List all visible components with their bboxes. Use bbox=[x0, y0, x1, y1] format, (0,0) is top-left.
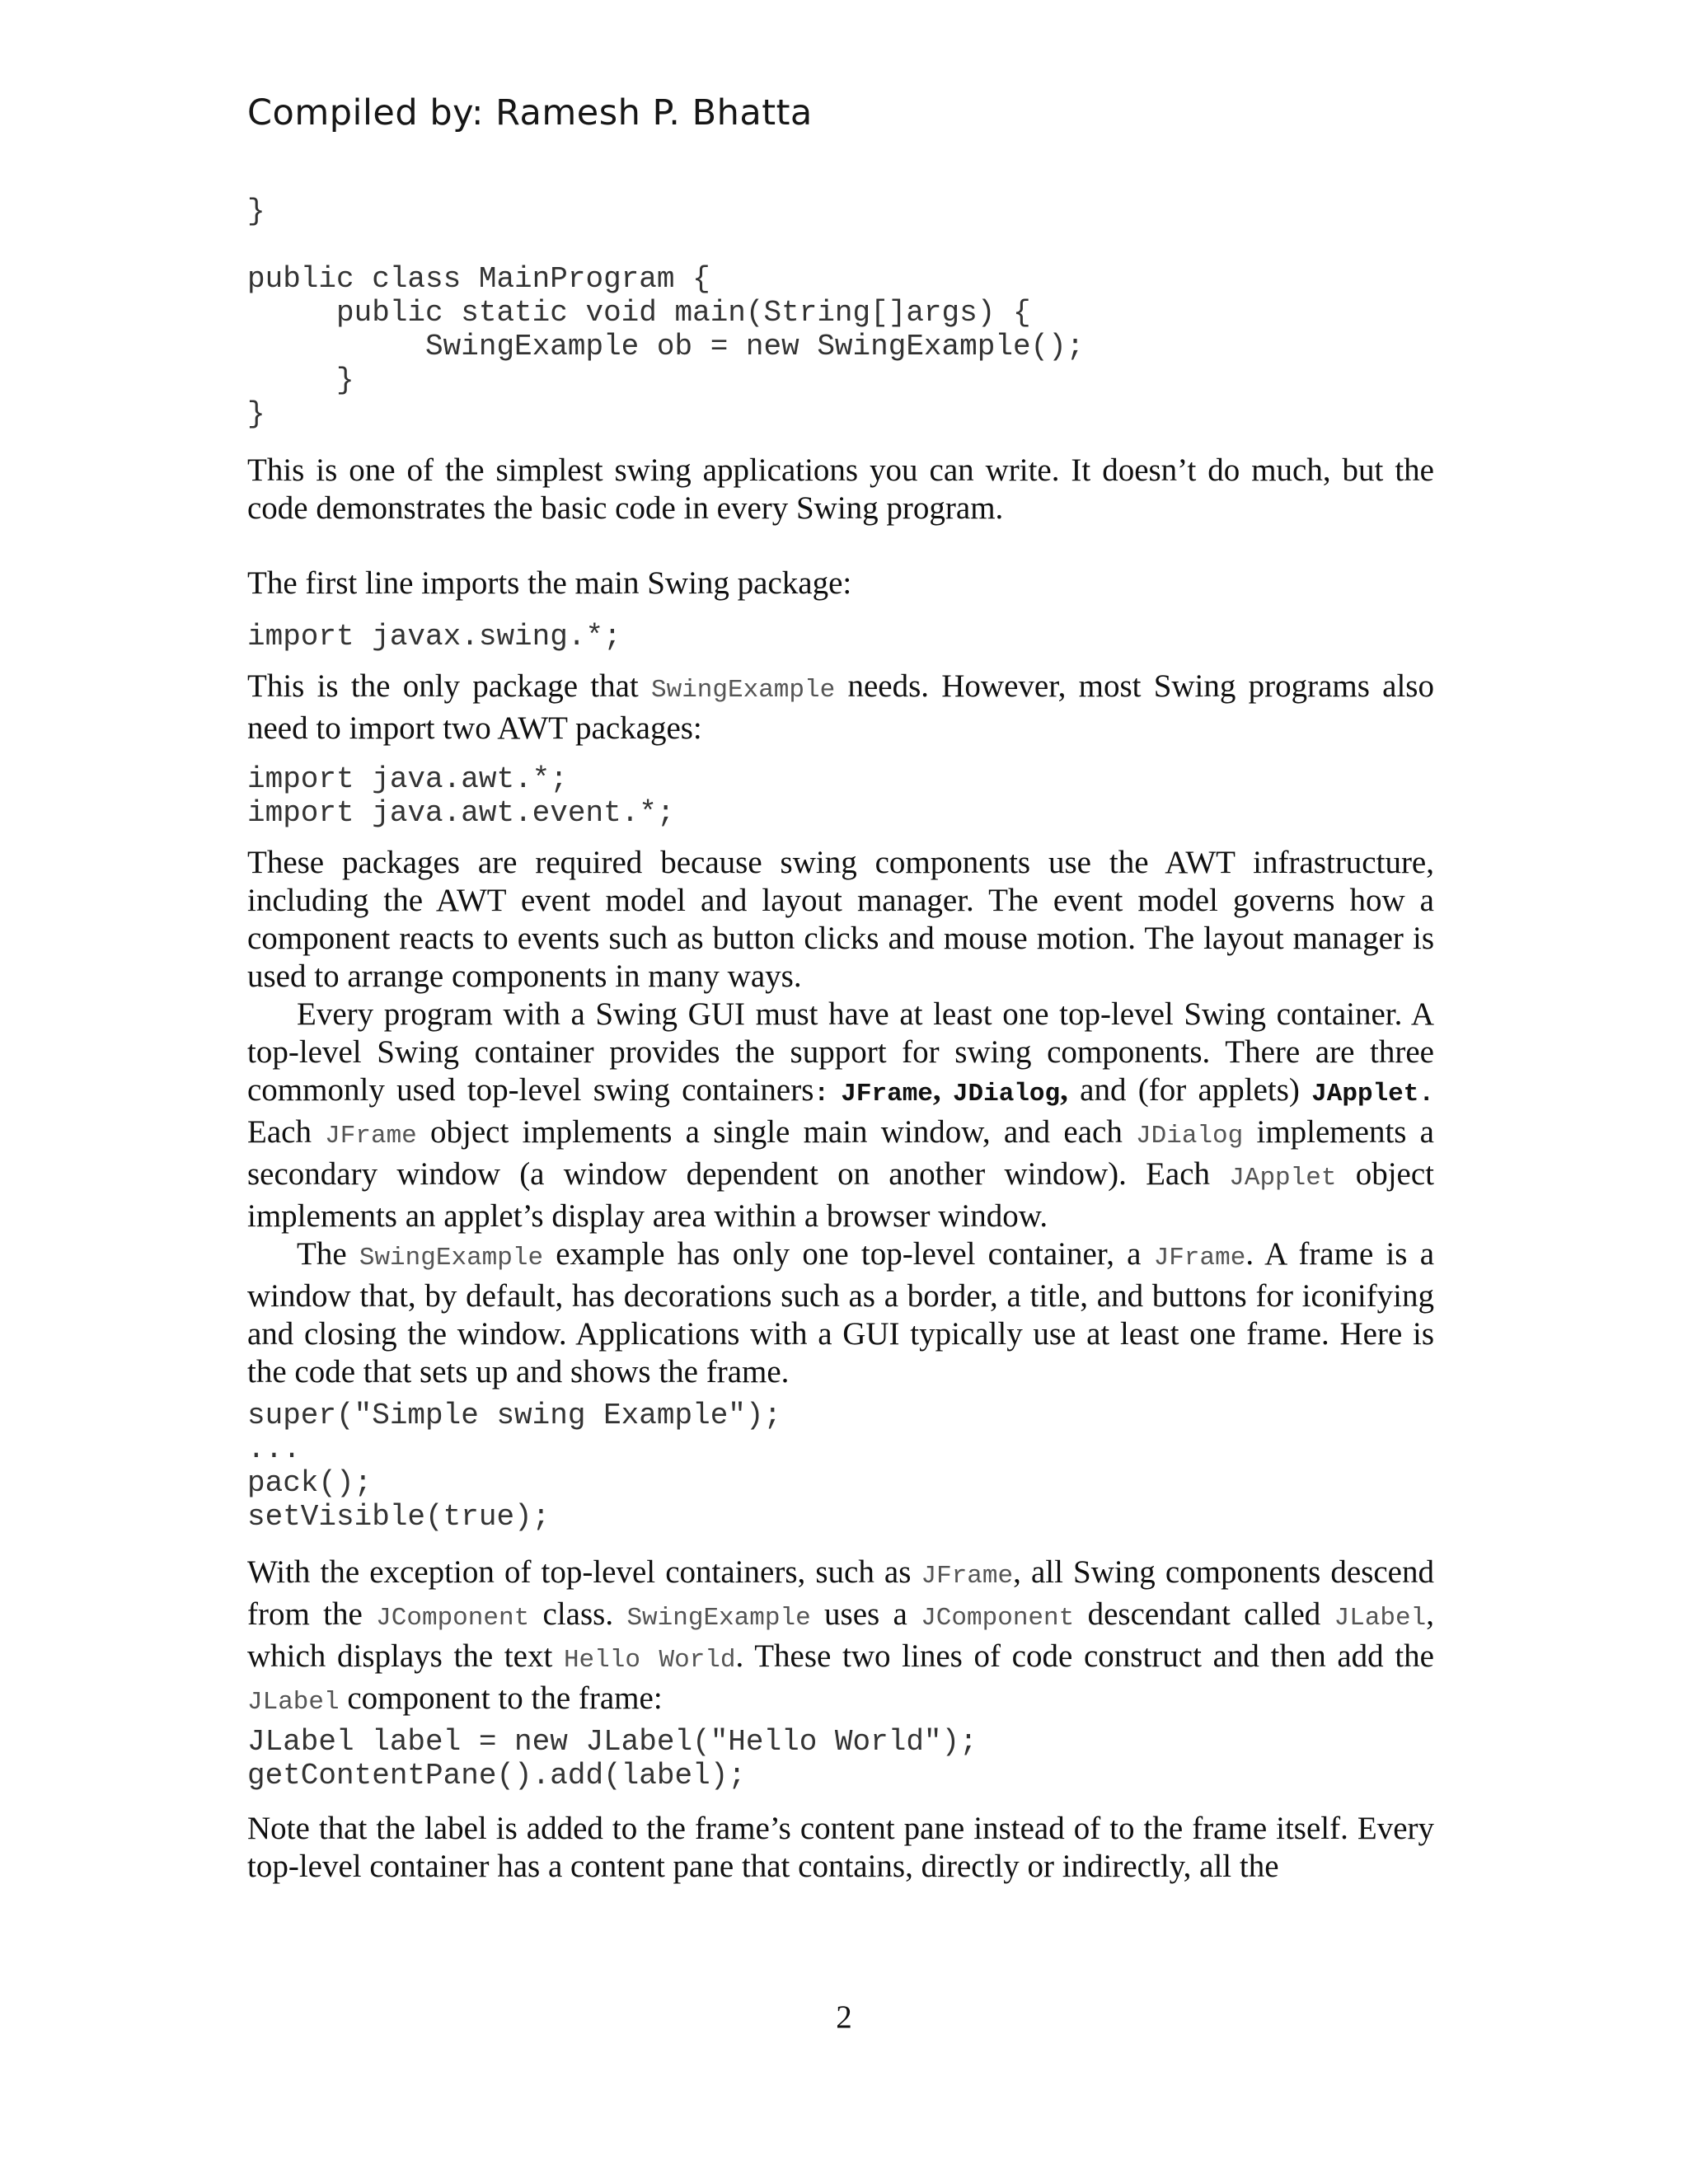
paragraph-text: This is one of the simplest swing applications you can write. It doesn’t do much, but the code demonstrates the basic code in every Swing program. bbox=[247, 452, 1434, 526]
inline-code-bold: JDialog bbox=[952, 1080, 1061, 1108]
code-main-program: } public class MainProgram { public static void main(String[]args) { SwingExample ob = new SwingExample(); } } bbox=[247, 194, 1085, 431]
paragraph-content-pane bbox=[247, 1810, 1434, 1886]
paragraph-text: With the exception of top-level containers, such as JFrame, all Swing components descend from the JComponent class. SwingExample uses a JComponent descendant called JLabel, which displays the text Hello World. These two lines of code construct and then add the JLabel component to the frame: bbox=[247, 1554, 1434, 1717]
paragraph-text: This is the only package that SwingExample needs. However, most Swing programs also need to import two AWT packages: bbox=[247, 668, 1434, 746]
paragraph-text: Note that the label is added to the frame’s content pane instead of to the frame itself. Every top-level container has a content pane that contains, directly or indirectly, all the bbox=[247, 1811, 1434, 1884]
paragraph-first-line bbox=[247, 565, 1434, 602]
code-label-setup: JLabel label = new JLabel("Hello World"); getContentPane().add(label); bbox=[247, 1725, 978, 1793]
inline-code: JComponent bbox=[376, 1604, 530, 1633]
paragraph-text: These packages are required because swing components use the AWT infrastructure, including the AWT event model and layout manager. The event model governs how a component reacts to events such as button clicks and mouse motion. The layout manager is used to arrange components in many ways. bbox=[247, 845, 1434, 994]
inline-code: JDialog bbox=[1136, 1122, 1244, 1151]
paragraph-simplest-app bbox=[247, 452, 1434, 527]
paragraph-packages-required bbox=[247, 844, 1434, 1391]
inline-code: SwingExample bbox=[650, 676, 836, 705]
inline-code: JApplet bbox=[1229, 1164, 1337, 1193]
paragraph-frame-description: The SwingExample example has only one top-level container, a JFrame. A frame is a window that, by default, has decorations such as a border, a title, and buttons for iconifying and closing the window. Applications with a GUI typically use at least one frame. Here is the code that sets up and shows the frame. bbox=[247, 1236, 1434, 1390]
inline-code-bold: JFrame bbox=[841, 1080, 933, 1108]
inline-code: JLabel bbox=[1334, 1604, 1427, 1633]
inline-code: Hello World bbox=[563, 1646, 736, 1675]
paragraph-jcomponent bbox=[247, 1554, 1434, 1722]
paragraph-top-level-containers: Every program with a Swing GUI must have at least one top-level Swing container. A top-level Swing container provides the support for swing components. There are three commonly used top-level swing containers: JFrame, JDialog, and (for applets) JApplet. Each JFrame object implements a single main window, and each JDialog implements a secondary window (a window dependent on another window). Each JApplet object implements an applet’s display area within a browser window. bbox=[247, 996, 1434, 1234]
inline-code-bold: JApplet. bbox=[1311, 1080, 1434, 1108]
inline-code: JFrame bbox=[1153, 1244, 1246, 1272]
code-import-swing: import javax.swing.*; bbox=[247, 620, 621, 654]
paragraph-only-package bbox=[247, 668, 1434, 748]
inline-code: JFrame bbox=[325, 1122, 417, 1151]
code-frame-setup: super("Simple swing Example"); ... pack(); setVisible(true); bbox=[247, 1399, 782, 1534]
inline-code: JFrame bbox=[921, 1562, 1014, 1591]
inline-code: SwingExample bbox=[359, 1244, 544, 1272]
inline-code: JComponent bbox=[921, 1604, 1075, 1633]
paragraph-text: The first line imports the main Swing package: bbox=[247, 565, 852, 601]
inline-code: JLabel bbox=[247, 1688, 340, 1717]
page-number: 2 bbox=[836, 1999, 852, 2035]
code-import-awt: import java.awt.*; import java.awt.event.*; bbox=[247, 762, 675, 830]
inline-code: SwingExample bbox=[626, 1604, 811, 1633]
compiled-by-header: Compiled by: Ramesh P. Bhatta bbox=[247, 92, 813, 134]
